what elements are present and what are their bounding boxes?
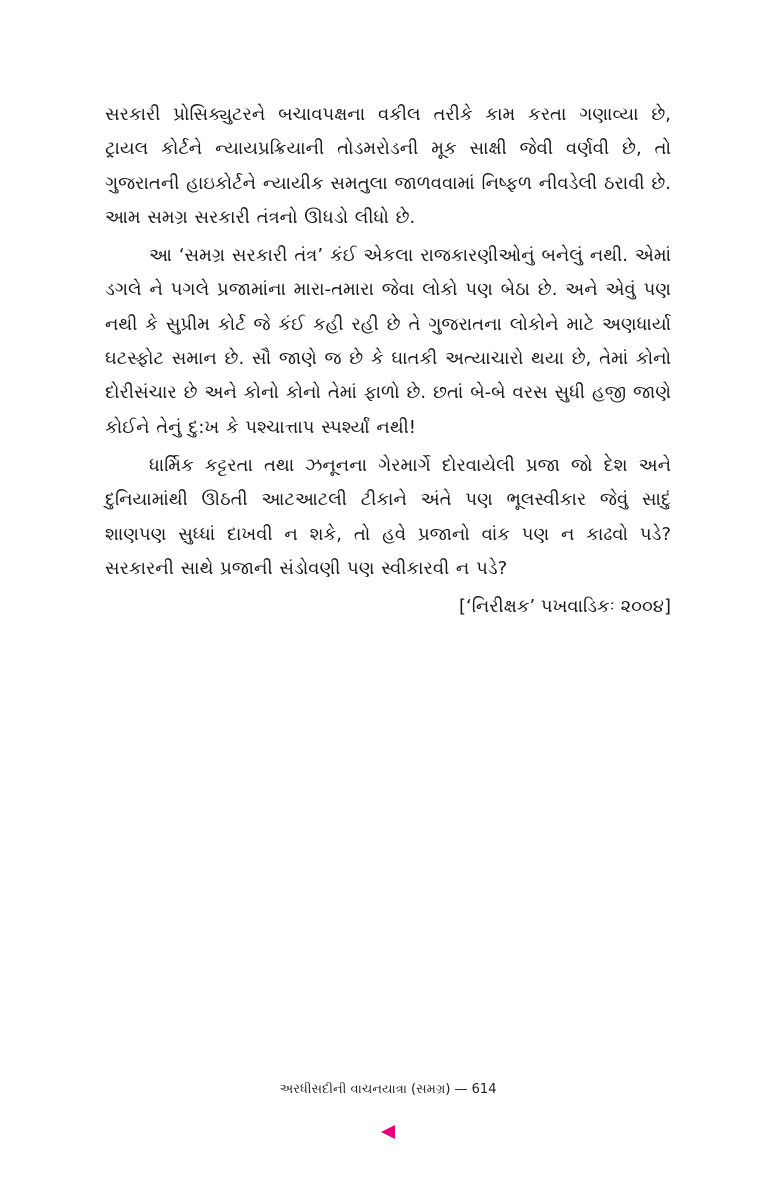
page-footer: અરધીસદીની વાચનયાત્રા (સમગ્ર) — 614 <box>279 1082 497 1097</box>
paragraph-1: સરકારી પ્રોસિક્યુટરને બચાવપક્ષના વકીલ તરીકે કામ કરતા ગણાવ્યા છે, ટ્રાયલ કોર્ટને ન્યાયપ્રક્રિયાની તોડમરોડની મૂક સાક્ષી જેવી વર્ણવી છે, તો ગુજરાતની હાઇકોર્ટને ન્યાયીક સમતુલા જાળવવામાં નિષ્ફળ નીવડેલી ઠરાવી છે. આમ સમગ્ર સરકારી તંત્રનો ઊધડો લીધો છે. <box>105 104 671 228</box>
paragraph-3: ધાર્મિક કટ્ટરતા તથા ઝનૂનના ગેરમાર્ગે દોરવાયેલી પ્રજા જો દેશ અને દુનિયામાંથી ઊઠતી આટઆટલી ટીકાને અંતે પણ ભૂલસ્વીકાર જેવું સાદું શાણપણ સુધ્ધાં દાખવી ન શકે, તો હવે પ્રજાનો વાંક પણ ન કાઢવો પડે? સરકારની સાથે પ્રજાની સંડોવણી પણ સ્વીકારવી ન પડે? <box>105 454 671 579</box>
prev-page-arrow-icon[interactable] <box>381 1125 395 1139</box>
article-body <box>105 98 671 622</box>
paragraph-2: આ ‘સમગ્ર સરકારી તંત્ર’ કંઈ એકલા રાજકારણીઓનું બનેલું નથી. એમાં ડગલે ને પગલે પ્રજામાંના મારા-તમારા જેવા લોકો પણ બેઠા છે. અને એવું પણ નથી કે સુપ્રીમ કોર્ટ જે કંઈ કહી રહી છે તે ગુજરાતના લોકોને માટે અણધાર્યા ઘટસ્ફોટ સમાન છે. સૌ જાણે જ છે કે ઘાતકી અત્યાચારો થયા છે, તેમાં કોનો દોરીસંચાર છે અને કોનો કોનો તેમાં ફાળો છે. છતાં બે-બે વરસ સુધી હજી જાણે કોઈને તેનું દુ:ખ કે પશ્ચાત્તાપ સ્પર્શ્યાં નથી! <box>105 245 671 438</box>
source-citation: [‘નિરીક્ષક’ પખવાડિકઃ ૨૦૦૪] <box>459 596 671 618</box>
